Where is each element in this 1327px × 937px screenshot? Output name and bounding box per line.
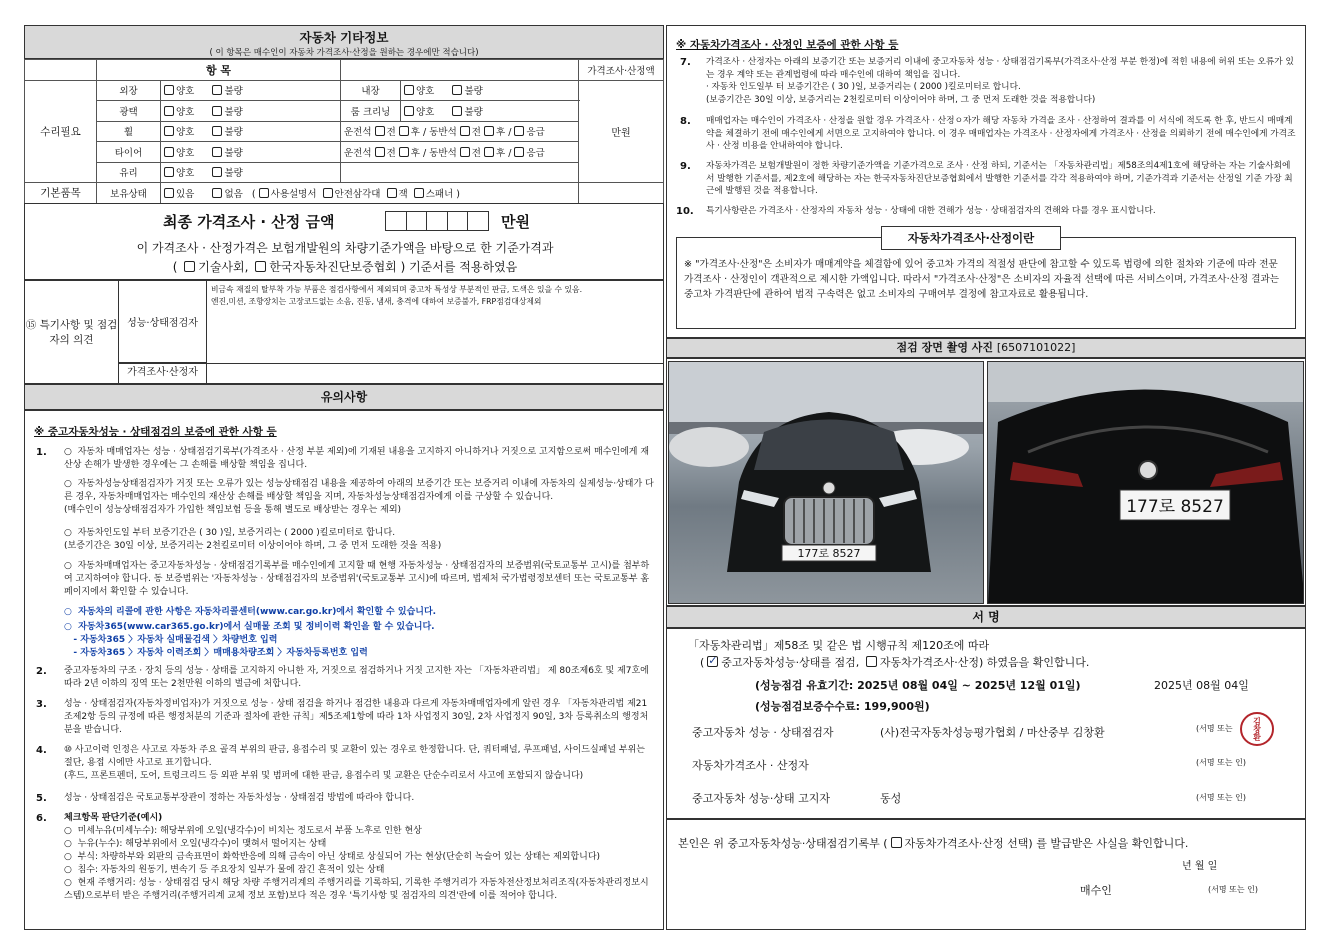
price-checkbox[interactable] xyxy=(866,656,877,667)
row-room-cleaning: 룸 크리닝 xyxy=(341,101,401,122)
final-price-input[interactable] xyxy=(385,211,489,231)
basis-line2: ( 기술사회, 한국자동차진단보증협회 ) 기준서를 적용하였음 xyxy=(172,260,518,274)
sign-line1: 「자동차관리법」제58조 및 같은 법 시행규칙 제120조에 따라 xyxy=(688,639,990,652)
issued-text: 본인은 위 중고자동차성능·상태점검기록부 ( 자동차가격조사·산정 선택) 를 발급받은 사실을 확인합니다. xyxy=(678,837,1189,850)
col-item: 항 목 xyxy=(97,60,341,81)
exterior-options[interactable]: 양호 불량 xyxy=(161,80,341,101)
photo-header: 점검 장면 촬영 사진 [6507101022] xyxy=(666,338,1306,358)
checkbox[interactable] xyxy=(404,85,414,95)
item-6: 체크항목 판단기준(예시) ○ 미세누유(미세누수): 해당부위에 오일(냉각수)이 비치는 정도로서 부품 노후로 인한 현상 ○ 누유(누수): 해당부위에서 오일(냉각수)이 맺혀서 떨어지는 상태 ○ 부식: 차량하부와 외판의 금속표면이 화학반응에 의해 금속이 아닌 상태로 상실되어 가는 현상(단순히 녹슬어 있는 상태는 제외합니다) ○ 침수: 자동차의 원동기, 변속기 등 주요장치 일부가 물에 잠긴 흔적이 있는 상태 ○ 현재 주행거리: 성능 · 상태점검 당시 해당 차량 주행거리계의 주행거리를 기록하되, 기록한 주행거리가 자동차전산정보처리조직(자동차관리정보시스템)으로부터 받은 주행거리(주행거리계 교체 정보 포함)보다 적은 경우 '특기사항 및 점검자의 의견'란에 이를 적어야 합니다. xyxy=(64,813,649,902)
glass-options[interactable]: 양호 불량 xyxy=(161,162,341,183)
special-text: 비금속 재질의 탈부착 가능 부품은 점검사항에서 제외되며 중고차 특성상 부분적인 판금, 도색은 있을 수 있음. 엔진,미션, 조향장치는 고장코드없는 소음, 진동, 냄새, 충격에 대하여 보증불가, FRP점검대상제외 xyxy=(211,285,583,306)
item-1a: ○ 자동차 매매업자는 성능 · 상태점검기록부(가격조사 · 산정 부분 제외)에 기재된 내용을 고지하지 아니하거나 거짓으로 고지함으로써 매수인에게 재산상 손해가 발생한 경우에는 그 손해를 배상할 책임을 집니다. xyxy=(64,447,650,471)
item-1b: ○ 자동차성능상태점검자가 거짓 또는 오류가 있는 성능상태점검 내용을 제공하여 아래의 보증기간 또는 보증거리 이내에 자동차의 실제성능·상태가 다른 경우, 자동차매매업자는 매수인의 재산상 손해를 배상할 책임을 지며, 자동차성능상태점검자에게 이를 구상할 수 있습니다. (매수인이 성능상태점검자가 가입한 책임보험 등을 통해 별도로 배상받는 경우는 제외) xyxy=(64,479,654,516)
row-glass: 유리 xyxy=(97,162,161,183)
checkbox[interactable] xyxy=(452,106,462,116)
sign-or-seal: (서명 또는 인) xyxy=(1208,885,1258,894)
perf-inspector-label: 성능·상태점검자 xyxy=(119,281,207,363)
item-9: 자동차가격은 보험개발원이 정한 차량기준가액을 기준가격으로 조사 · 산정 하되, 기준서는 「자동차관리법」제58조의4제1호에 해당하는 자는 기술사회에서 발행한 기준서를, 제2호에 해당하는 자는 한국자동차진단보증협회에서 발행한 기준서를 각각 적용하여야 하며, 기준가격과 기준서는 산정일 기준 가장 최근에 발행된 것을 적용합니다. xyxy=(706,161,1293,197)
item-3: 성능 · 상태점검자(자동차정비업자)가 거짓으로 성능 · 상태 점검을 하거나 점검한 내용과 다르게 자동차매매업자에게 알린 경우 「자동차관리법 제21조제2항 등의 규정에 따른 행정처분의 기준과 절차에 관한 규칙」제5조제1항에 따라 1차 사업정지 30일, 2차 사업정지 90일, 3차 등록취소의 행정처분을 받습니다. xyxy=(64,699,649,736)
row-wheel: 휠 xyxy=(97,121,161,142)
etc-info-title: 자동차 기타정보 xyxy=(299,30,389,45)
final-price-unit: 만원 xyxy=(501,213,530,231)
what-is-price-text: ※ "가격조사·산정"은 소비자가 매매계약을 체결함에 있어 중고차 가격의 적절성 판단에 참고할 수 있도록 법령에 의한 절차와 기준에 따라 전문 가격조사 · 산정인이 객관적으로 제시한 가액입니다. 따라서 "가격조사·산정"은 소비자의 자율적 선택에 따른 서비스이며, 가격조사·산정 결과는 중고차 가격판단에 관하여 법적 구속력은 없고 소비자의 구매여부 결정에 참고자료로 활용됩니다. xyxy=(684,259,1280,300)
checkbox[interactable] xyxy=(891,837,902,848)
checkbox[interactable] xyxy=(212,85,222,95)
row-interior: 내장 xyxy=(341,80,401,101)
etc-info-subtitle: ( 이 항목은 매수인이 자동차 가격조사·산정을 원하는 경우에만 적습니다) xyxy=(209,48,479,58)
item-7-num: 7. xyxy=(680,57,691,68)
repair-label: 수리필요 xyxy=(25,80,97,183)
front-photo xyxy=(668,361,984,604)
final-price-label: 최종 가격조사 · 산정 금액 xyxy=(163,213,335,231)
checkbox[interactable] xyxy=(184,261,195,272)
what-is-price-title: 자동차가격조사·산정이란 xyxy=(881,226,1061,250)
item-4: ⑩ 사고이력 인정은 사고로 자동차 주요 골격 부위의 판금, 용접수리 및 교환이 있는 경우로 한정합니다. 단, 쿼터패널, 루프패널, 사이드실패널 부위는 절단, 용접 시에만 사고로 표기합니다. (후드, 프론트펜더, 도어, 트렁크리드 등 외판 부위 및 범퍼에 대한 판금, 용접수리 및 교환은 단순수리로서 사고에 포함되지 않습니다) xyxy=(64,745,645,782)
issued-date: 년 월 일 xyxy=(1182,861,1218,872)
basis-line1: 이 가격조사 · 산정가격은 보험개발원의 차량기준가액을 바탕으로 한 기준가격과 xyxy=(136,241,554,255)
item-5: 성능 · 상태점검은 국토교통부장관이 정하는 자동차성능 · 상태점검 방법에 따라야 합니다. xyxy=(64,793,415,803)
inspector-label: 중고자동차 성능 · 상태점검자 xyxy=(692,726,834,739)
item-1-num: 1. xyxy=(36,447,47,458)
final-price-box xyxy=(24,203,664,280)
special-label: ⑮ 특기사항 및 점검자의 의견 xyxy=(25,281,119,383)
etc-info-table xyxy=(24,59,664,204)
sign-line2: (✓ 중고자동차성능·상태를 점검, 자동차가격조사·산정) 하였음을 확인합니다. xyxy=(700,654,1089,670)
row-exterior: 외장 xyxy=(97,80,161,101)
notice-header: 유의사항 xyxy=(24,384,664,410)
checkbox[interactable] xyxy=(164,106,174,116)
notifier-name: 동성 xyxy=(880,792,902,805)
inspection-fee: (성능점검보증수수료: 199,900원) xyxy=(755,700,930,713)
item-6-num: 6. xyxy=(36,813,47,824)
price-unit: 만원 xyxy=(579,80,664,183)
notifier-label: 중고자동차 성능·상태 고지자 xyxy=(692,792,831,805)
checkbox[interactable] xyxy=(212,126,222,136)
checkbox[interactable] xyxy=(212,106,222,116)
inspector-name: (사)전국자동차성능평가협회 / 마산중부 김창환 xyxy=(880,726,1105,739)
etc-info-header xyxy=(24,25,664,59)
item-10: 특기사항란은 가격조사 · 산정자의 자동차 성능 · 상태에 대한 견해가 성능 · 상태점검자의 견해와 다를 경우 표시합니다. xyxy=(706,206,1156,216)
tire-positions[interactable]: 운전석 전 후 / 동반석 전 후 / 응급 xyxy=(341,142,579,163)
item-8-num: 8. xyxy=(680,116,691,127)
wheel-options[interactable]: 양호 불량 xyxy=(161,121,341,142)
svg-text:177로 8527: 177로 8527 xyxy=(797,547,861,560)
item-1e: ○ 자동차의 리콜에 관한 사항은 자동차리콜센터(www.car.go.kr)에서 확인할 수 있습니다. xyxy=(64,607,437,617)
svg-text:177로 8527: 177로 8527 xyxy=(1126,497,1224,517)
car-rear-icon xyxy=(988,362,1304,604)
checkbox[interactable] xyxy=(255,261,266,272)
price-inspector-label: 가격조사·산정자 xyxy=(119,363,207,383)
gloss-options[interactable]: 양호 불량 xyxy=(161,101,341,122)
checkbox[interactable] xyxy=(212,147,222,157)
seal-stamp: 김창환 xyxy=(1240,712,1274,746)
item-1f: ○ 자동차365(www.car365.go.kr)에서 실매물 조회 및 정비이력 확인을 할 수 있습니다. - 자동차365 〉자동차 실매물검색 〉차량번호 입력 - 자동차365 〉자동차 이력조회 〉매매용차량조회 〉자동차등록번호 입력 xyxy=(64,622,435,659)
checkbox[interactable] xyxy=(164,126,174,136)
item-2: 중고자동차의 구조 · 장치 등의 성능 · 상태를 고지하지 아니한 자, 거짓으로 점검하거나 거짓 고지한 자는 「자동차관리법」 제 80조제6호 및 제7호에 따라 2년 이하의 징역 또는 2천만원 이하의 벌금에 처합니다. xyxy=(64,666,649,690)
item-3-num: 3. xyxy=(36,699,47,710)
item-4-num: 4. xyxy=(36,745,47,756)
special-notes-box xyxy=(24,280,664,384)
car-front-icon xyxy=(669,362,984,604)
tire-options[interactable]: 양호 불량 xyxy=(161,142,341,163)
item-7: 가격조사 · 산정자는 아래의 보증기간 또는 보증거리 이내에 중고자동차 성능 · 상태점검기록부(가격조사·산정 부분 한정)에 적힌 내용에 허위 또는 오류가 있는 경우 계약 또는 관계법령에 따라 매수인에 대하여 책임을 집니다. · 자동차 인도일부 터 보증기간은 ( 30 )일, 보증거리는 ( 2000 )킬로미터로 합니다. (보증기간은 30일 이상, 보증거리는 2천킬로미터 이상이어야 하며, 그 중 먼저 도래한 것을 적용합니다) xyxy=(706,57,1294,105)
item-5-num: 5. xyxy=(36,793,47,804)
checkbox[interactable] xyxy=(164,85,174,95)
valid-period: (성능점검 유효기간: 2025년 08월 04일 ~ 2025년 12월 01일) xyxy=(755,679,1081,692)
sign-or-seal: (서명 또는 xyxy=(1196,724,1233,733)
sign-or-seal: (서명 또는 인) xyxy=(1196,793,1246,802)
item-2-num: 2. xyxy=(36,666,47,677)
owned-options[interactable]: 있음 없음 ( 사용설명서 안전삼각대 잭 스패너 ) xyxy=(161,183,579,204)
item-9-num: 9. xyxy=(680,161,691,172)
rear-photo xyxy=(987,361,1304,604)
checkbox[interactable] xyxy=(164,147,174,157)
row-owned: 보유상태 xyxy=(97,183,161,204)
item-1c: ○ 자동차인도일 부터 보증기간은 ( 30 )일, 보증거리는 ( 2000 )킬로미터로 합니다. (보증기간은 30일 이상, 보증거리는 2천킬로미터 이상이어야 하며, 그 중 먼저 도래한 것을 적용) xyxy=(64,528,442,552)
price-checker-label: 자동차가격조사 · 산정자 xyxy=(692,759,809,772)
row-gloss: 광택 xyxy=(97,101,161,122)
item-10-num: 10. xyxy=(676,206,694,217)
checkbox[interactable] xyxy=(404,106,414,116)
item-8: 매매업자는 매수인이 가격조사 · 산정을 원할 경우 가격조사 · 산정ㅇ자가 해당 자동차 가격을 조사 · 산정하여 결과를 이 서식에 적도록 한 후, 반드시 매매계약을 체결하기 전에 매수인에게 서면으로 고지하여야 합니다. 이 경우 매매업자는 가격조사 · 산정자에게 가격조사 · 산정을 의뢰하기 전에 매수인에게 가격조사 · 산정 비용을 안내하여야 합니다. xyxy=(706,116,1296,152)
price-warranty-title: ※ 자동차가격조사 · 산정인 보증에 관한 사항 등 xyxy=(676,39,899,51)
checkbox[interactable] xyxy=(212,167,222,177)
checkbox[interactable] xyxy=(164,167,174,177)
sign-header: 서 명 xyxy=(666,606,1306,628)
basic-label: 기본품목 xyxy=(25,183,97,204)
checkbox[interactable] xyxy=(452,85,462,95)
item-1d: ○ 자동차매매업자는 중고자동차성능 · 상태점검기록부를 매수인에게 고지할 때 현행 자동차성능 · 상태점검자의 보증범위(국토교통부 고시)를 첨부하여 고지하여야 합니다. 동 보증범위는 '자동차성능 · 상태점검자의 보증범위'(국토교통부 고시)에 따르며, 법제처 국가법령정보센터 또는 국토교통부 홈페이지에서 확인할 수 있습니다. xyxy=(64,561,650,598)
buyer-label: 매수인 xyxy=(1080,884,1112,897)
wheel-positions[interactable]: 운전석 전 후 / 동반석 전 후 / 응급 xyxy=(341,121,579,142)
interior-options[interactable]: 양호 불량 xyxy=(401,80,579,101)
sign-or-seal: (서명 또는 인) xyxy=(1196,758,1246,767)
room-cleaning-options[interactable]: 양호 불량 xyxy=(401,101,579,122)
row-tire: 타이어 xyxy=(97,142,161,163)
warranty-title: ※ 중고자동차성능 · 상태점검의 보증에 관한 사항 등 xyxy=(34,426,277,438)
perf-checkbox[interactable] xyxy=(707,656,718,667)
sign-date: 2025년 08월 04일 xyxy=(1154,679,1249,692)
col-price: 가격조사·산정액 xyxy=(579,60,664,81)
